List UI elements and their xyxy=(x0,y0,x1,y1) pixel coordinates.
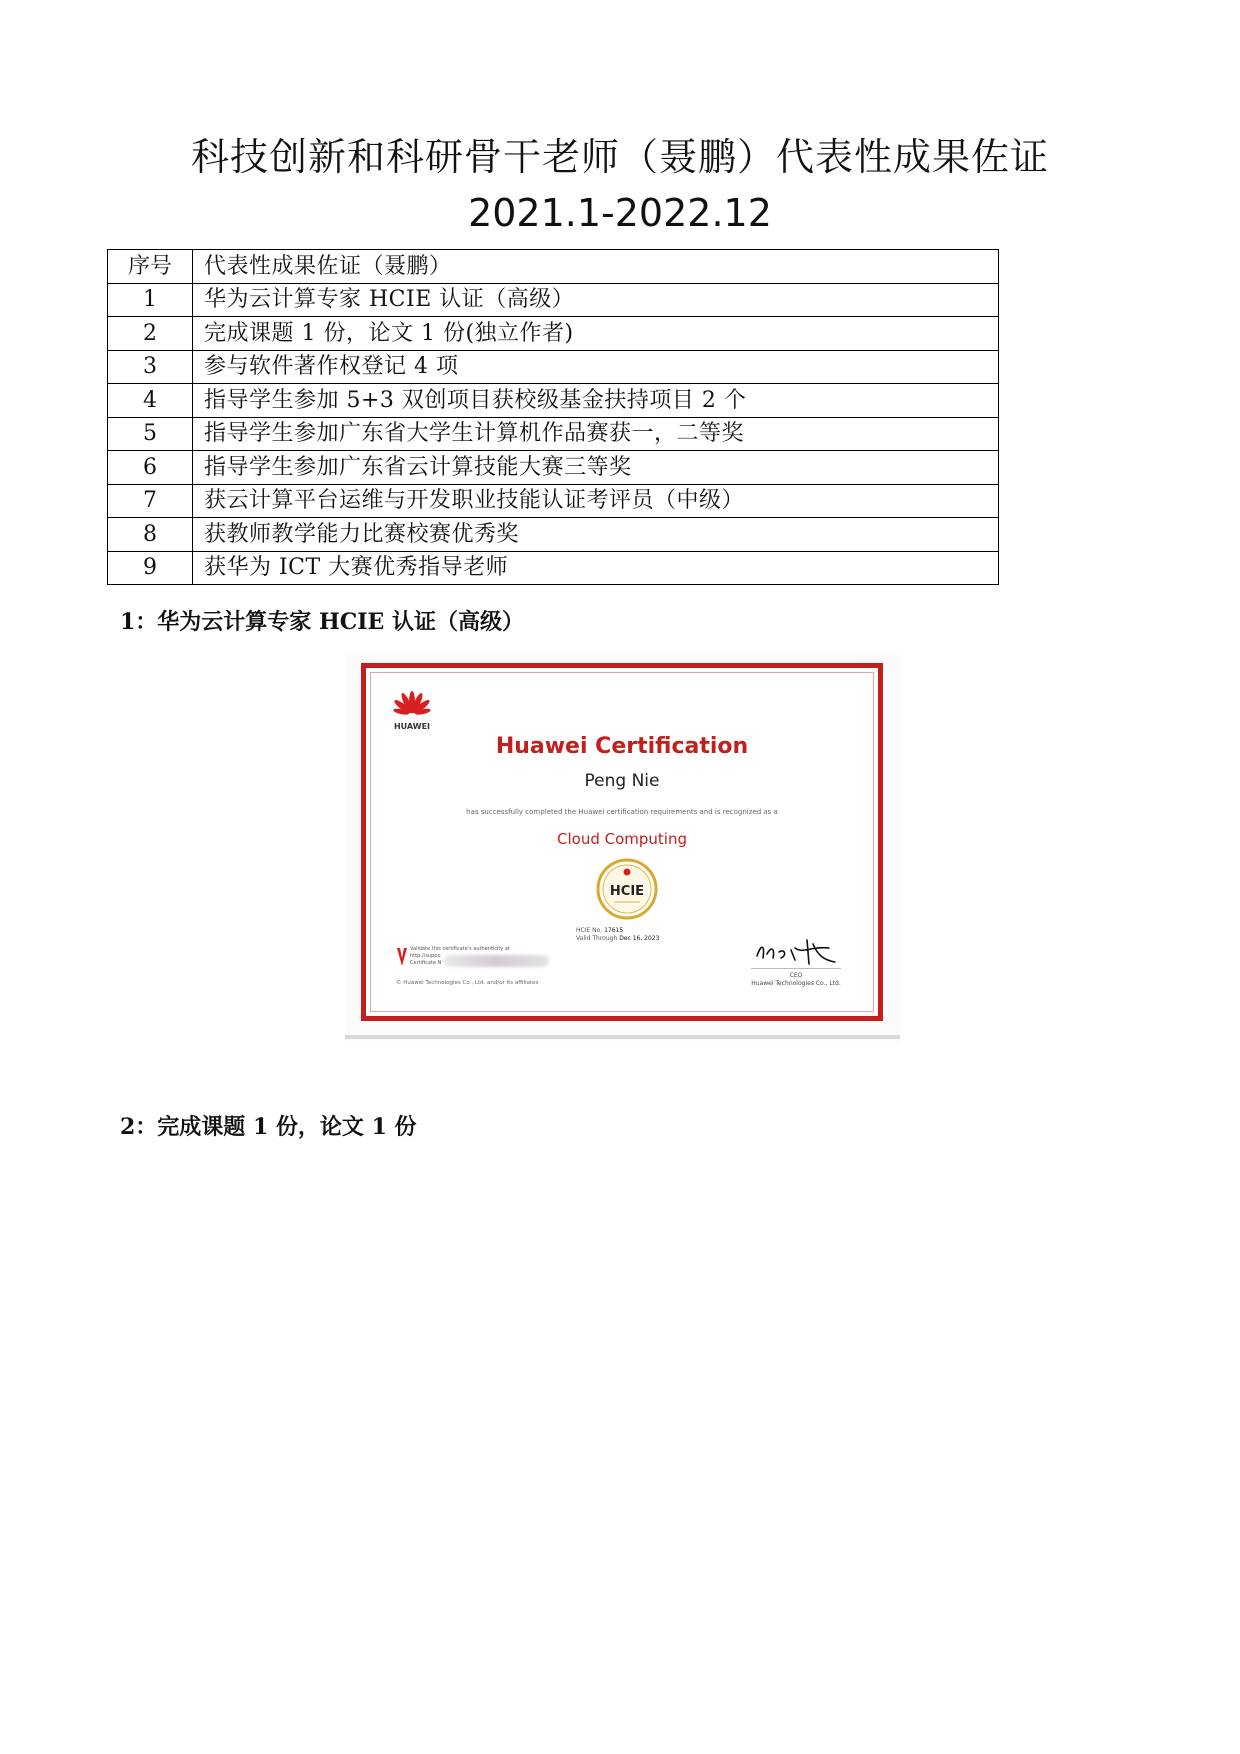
certificate-copyright: © Huawei Technologies Co., Ltd. and/or its affiliates xyxy=(396,980,539,986)
certificate-title: Huawei Certification xyxy=(495,734,749,759)
redacted-url xyxy=(444,955,549,967)
row-description: 指导学生参加 5+3 双创项目获校级基金扶持项目 2 个 xyxy=(193,384,999,418)
row-number: 5 xyxy=(108,417,193,451)
signature-line xyxy=(751,968,841,969)
row-description: 获云计算平台运维与开发职业技能认证考评员（中级） xyxy=(193,484,999,518)
ceo-signature xyxy=(751,936,841,966)
huawei-certificate xyxy=(361,663,883,1021)
achievements-table xyxy=(107,249,999,585)
huawei-mark-icon xyxy=(396,946,408,968)
certificate-number-block xyxy=(576,927,659,943)
table-row xyxy=(108,317,999,351)
valid-label: Valid Through xyxy=(576,935,618,942)
row-number: 8 xyxy=(108,518,193,552)
row-description: 获华为 ICT 大赛优秀指导老师 xyxy=(193,551,999,585)
row-description: 指导学生参加广东省大学生计算机作品赛获一，二等奖 xyxy=(193,417,999,451)
row-description: 完成课题 1 份，论文 1 份(独立作者) xyxy=(193,317,999,351)
table-row xyxy=(108,384,999,418)
table-row xyxy=(108,484,999,518)
photo-shadow xyxy=(345,1035,900,1039)
cert-no-label: HCIE No. xyxy=(576,927,603,934)
table-row xyxy=(108,551,999,585)
table-row xyxy=(108,283,999,317)
row-number: 2 xyxy=(108,317,193,351)
huawei-flower-icon xyxy=(392,690,432,720)
table-row xyxy=(108,417,999,451)
row-description: 获教师教学能力比赛校赛优秀奖 xyxy=(193,518,999,552)
validation-block xyxy=(396,946,566,976)
validation-text: Validate this certificate's authenticity at http://suppo Certificate N xyxy=(410,946,510,966)
ceo-company: Huawei Technologies Co., Ltd. xyxy=(751,980,841,987)
row-number: 6 xyxy=(108,451,193,485)
huawei-logo xyxy=(392,690,432,731)
table-row xyxy=(108,451,999,485)
certificate-photo xyxy=(345,655,900,1042)
document-date-range: 2021.1-2022.12 xyxy=(468,191,772,235)
header-number: 序号 xyxy=(108,250,193,284)
ceo-title: CEO xyxy=(789,972,803,979)
header-description: 代表性成果佐证（聂鹏） xyxy=(193,250,999,284)
certificate-holder-name: Peng Nie xyxy=(584,771,660,791)
row-number: 1 xyxy=(108,283,193,317)
row-description: 指导学生参加广东省云计算技能大赛三等奖 xyxy=(193,451,999,485)
table-header-row xyxy=(108,250,999,284)
ceo-caption xyxy=(741,972,851,988)
certificate-body-text: has successfully completed the Huawei certification requirements and is recognized as a xyxy=(466,808,778,816)
table-row xyxy=(108,350,999,384)
valid-date: Dec 16, 2023 xyxy=(619,935,660,942)
table-row xyxy=(108,518,999,552)
badge-label: HCIE xyxy=(609,884,645,899)
row-number: 7 xyxy=(108,484,193,518)
logo-wordmark: HUAWEI xyxy=(393,722,431,731)
section-2-heading: 2：完成课题 1 份，论文 1 份 xyxy=(120,1114,417,1140)
certificate-field: Cloud Computing xyxy=(557,830,687,848)
row-description: 华为云计算专家 HCIE 认证（高级） xyxy=(193,283,999,317)
section-1-heading: 1：华为云计算专家 HCIE 认证（高级） xyxy=(120,609,524,635)
hcie-badge-icon xyxy=(596,858,658,920)
row-number: 3 xyxy=(108,350,193,384)
row-description: 参与软件著作权登记 4 项 xyxy=(193,350,999,384)
document-title: 科技创新和科研骨干老师（聂鹏）代表性成果佐证 xyxy=(190,135,1049,179)
row-number: 4 xyxy=(108,384,193,418)
row-number: 9 xyxy=(108,551,193,585)
cert-no-value: 17615 xyxy=(604,927,624,934)
